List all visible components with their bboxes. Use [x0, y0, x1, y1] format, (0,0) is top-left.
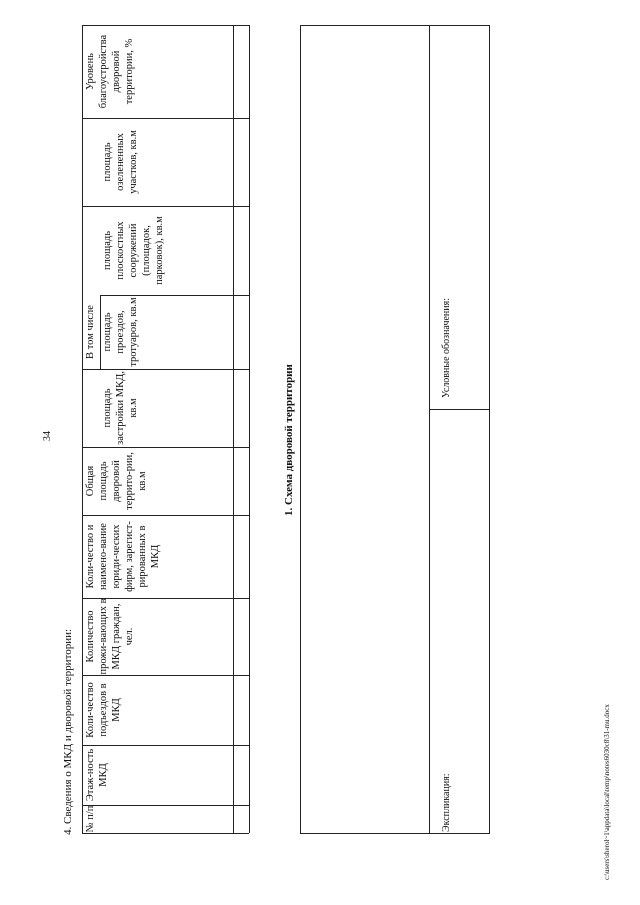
- header-entrances: Коли-чество подъездов в МКД: [85, 682, 122, 738]
- header-firms: Коли-чество и наимено-вание юриди-ческих фирм, зарегист-рированных в МКД: [85, 521, 161, 592]
- header-num: № п/п: [85, 805, 96, 833]
- header-residents: Количество прожи-вающих в МКД граждан, чел.: [85, 598, 135, 675]
- page-number: 34: [42, 431, 53, 441]
- header-total-area: Общая площадь дворовой террито-рии, кв.м: [85, 452, 148, 510]
- explication-label: Экспликация:: [441, 773, 452, 832]
- header-improvement-level: Уровень благоустройства дворовой территории, %: [85, 34, 135, 109]
- header-build-area: площадь застройки МКД, кв.м: [102, 371, 139, 445]
- legend-label: Условные обозначения:: [441, 297, 452, 398]
- header-roads-area: площадь проездов, тротуаров, кв.м: [102, 297, 139, 367]
- section-1-title: 1. Схема дворовой территории: [283, 364, 295, 516]
- header-green-area: площадь озелененных участков, кв.м: [102, 130, 139, 194]
- header-flat-area: площадь плоскостных сооружений (площадок, парковок), кв.м: [102, 216, 165, 285]
- file-path-footer: c:\users\sherol~1\appdata\local\temp\notes6030c8\31-mu.docx: [603, 704, 611, 880]
- header-floors: Этаж-ность МКД: [85, 748, 109, 802]
- header-in-including: В том числе: [85, 305, 96, 359]
- section-4-title: 4. Сведения о МКД и дворовой территории:: [62, 628, 74, 835]
